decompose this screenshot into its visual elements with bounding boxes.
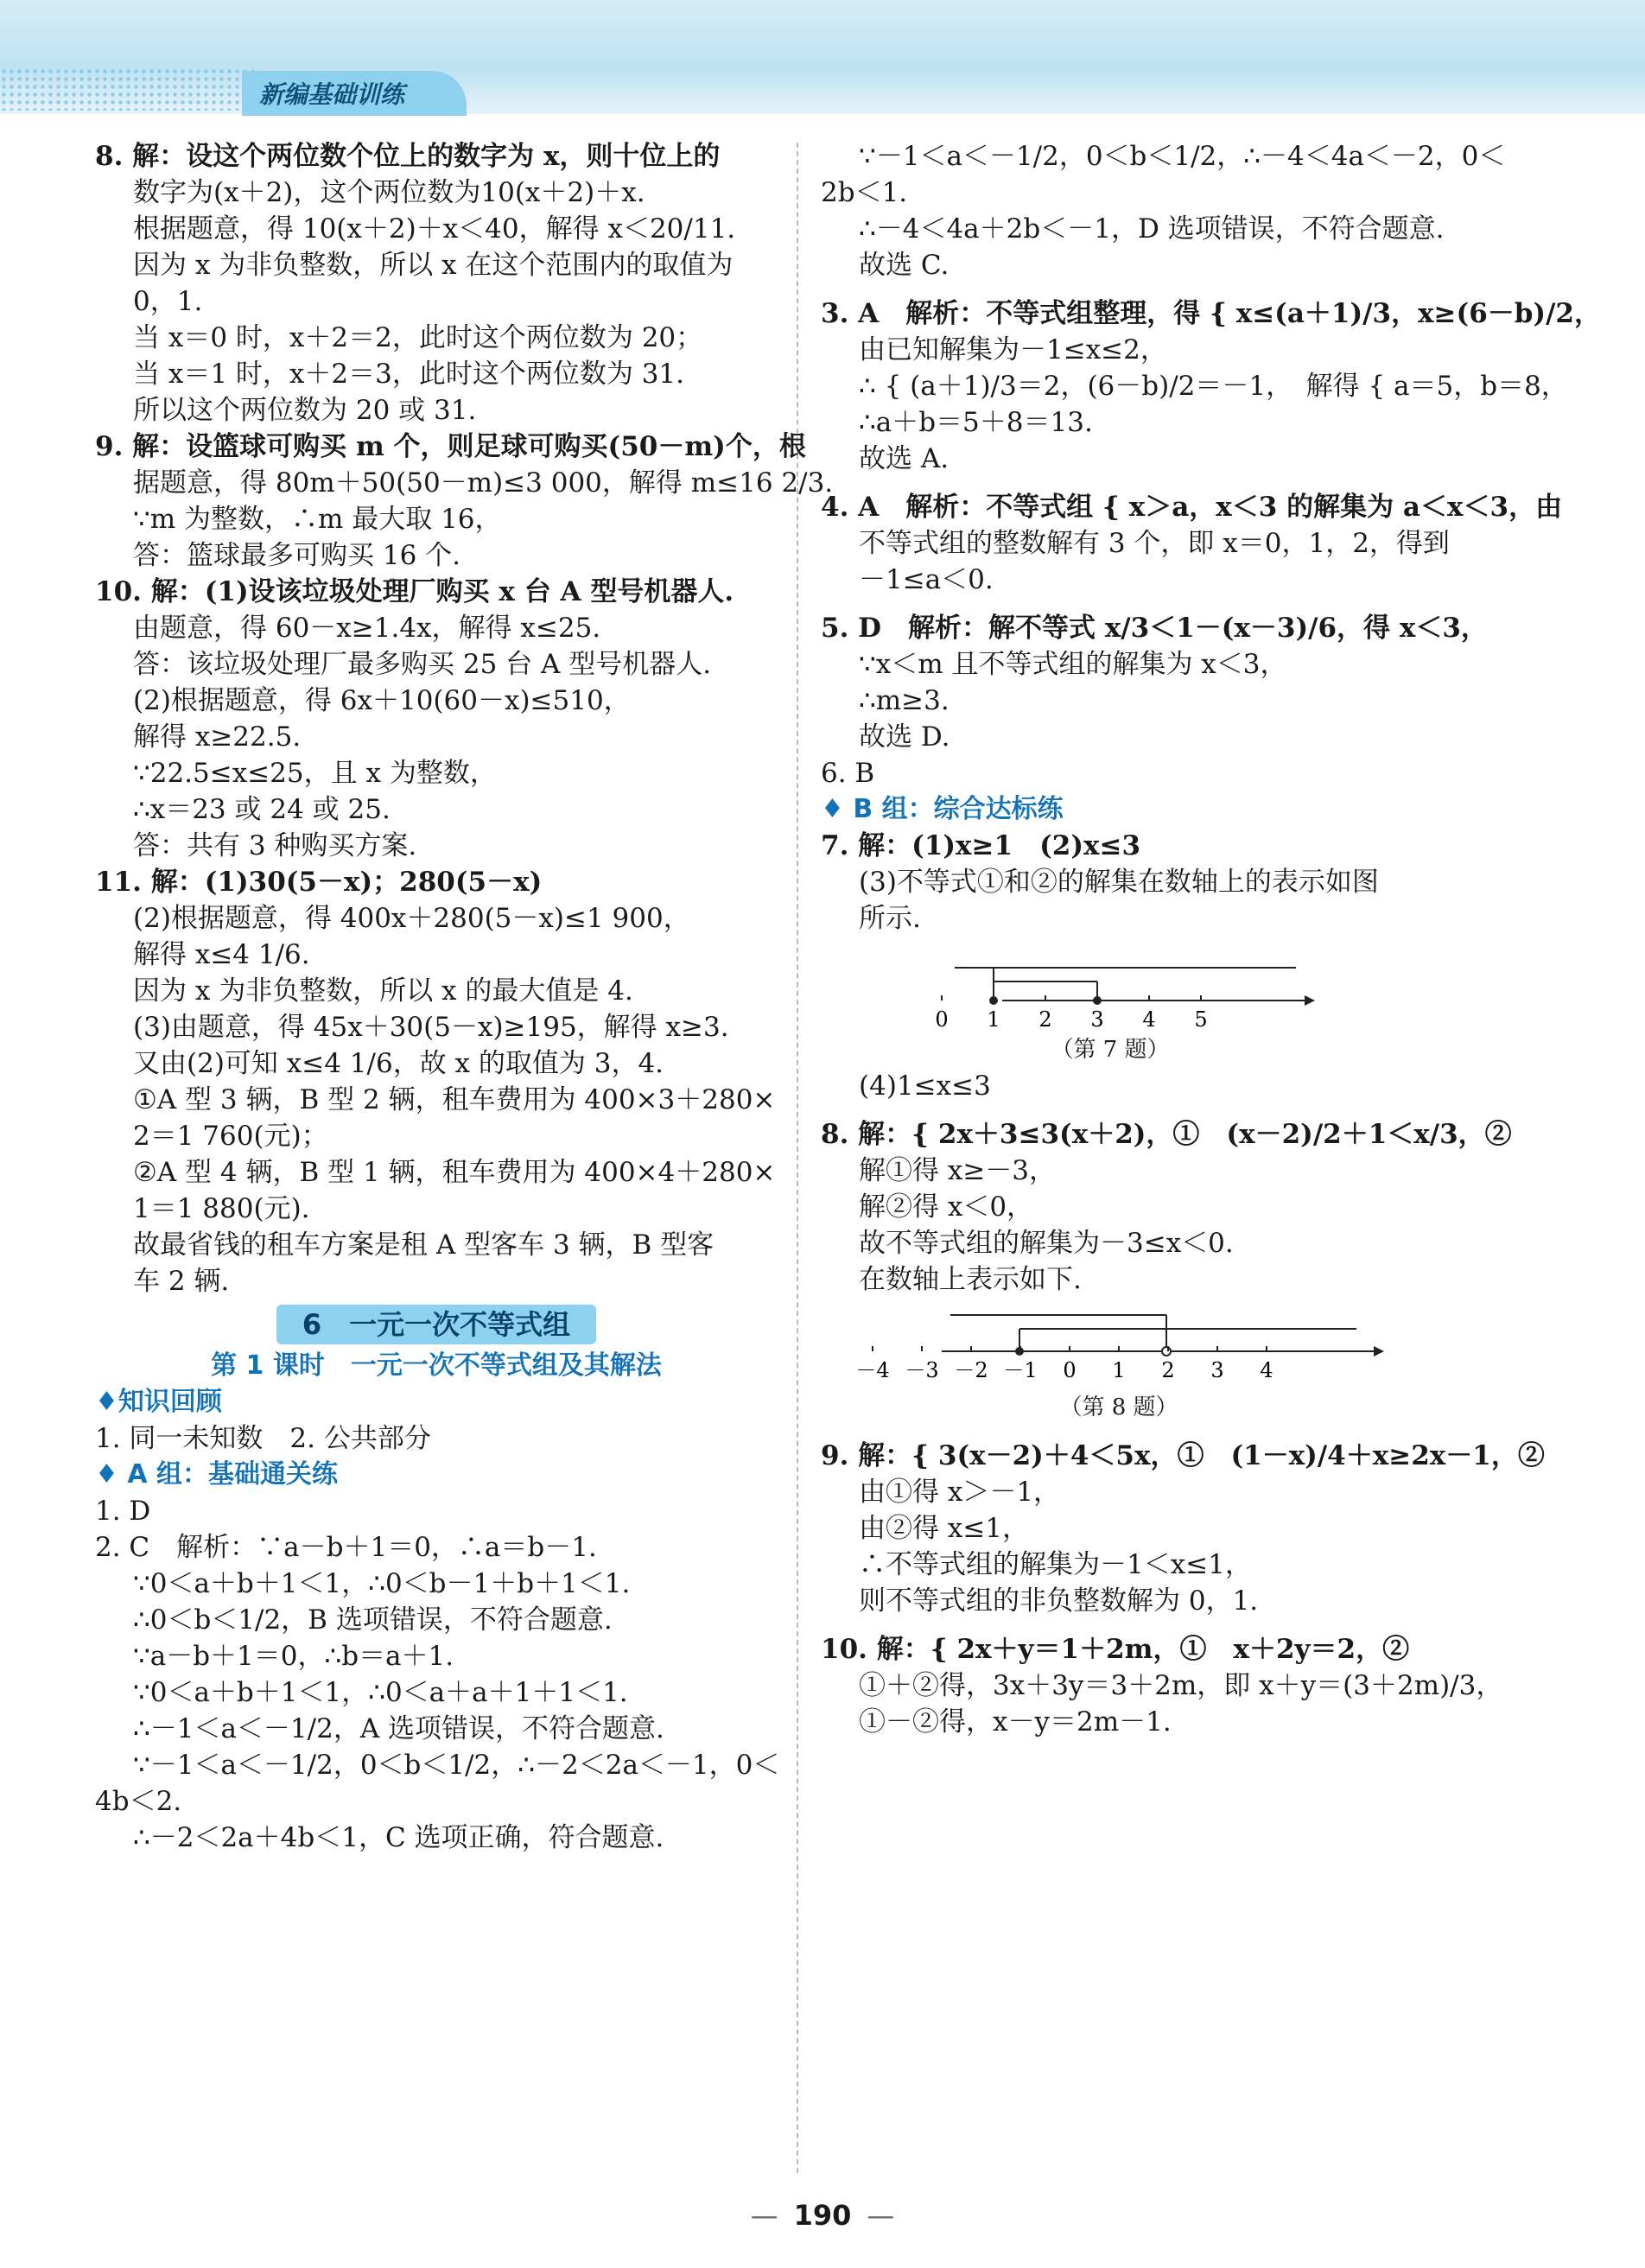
answer-line: ①－②得，x－y＝2m－1.: [859, 1706, 1172, 1738]
axis-tick-label: 2: [1161, 1358, 1175, 1382]
answer-line: 2＝1 760(元)；: [133, 1121, 328, 1152]
answer-line: 所示.: [859, 903, 921, 934]
axis-tick-label: 1: [987, 1007, 1000, 1032]
answer-line: 3. A 解析：不等式组整理，得 { x≤(a＋1)/3，x≥(6－b)/2，: [821, 298, 1601, 329]
page-dash-right: —: [867, 2199, 895, 2232]
answer-line: ②A 型 4 辆，B 型 1 辆，租车费用为 400×4＋280×: [133, 1157, 776, 1188]
answer-line: 2. C 解析：∵a－b＋1＝0，∴a＝b－1.: [95, 1532, 597, 1563]
axis-tick-label: －3: [905, 1358, 939, 1382]
answer-line: 故选 C.: [859, 250, 950, 281]
answer-line: 则不等式组的非负整数解为 0，1.: [859, 1585, 1259, 1617]
axis-tick-label: 4: [1142, 1007, 1156, 1032]
answer-line: 6. B: [821, 758, 875, 789]
answer-line: 10. 解：(1)设该垃圾处理厂购买 x 台 A 型号机器人.: [95, 576, 734, 607]
answer-line: 又由(2)可知 x≤4 1/6，故 x 的取值为 3，4.: [133, 1048, 664, 1079]
answer-line: 根据题意，得 10(x＋2)＋x＜40，解得 x＜20/11.: [133, 213, 736, 245]
answer-line: 故最省钱的租车方案是租 A 型客车 3 辆，B 型客: [133, 1229, 715, 1261]
answer-line: ∴－4＜4a＋2b＜－1，D 选项错误，不符合题意.: [859, 213, 1445, 245]
answer-line: ∵－1＜a＜－1/2，0＜b＜1/2，∴－2＜2a＜－1，0＜: [133, 1750, 780, 1781]
answer-line: ①＋②得，3x＋3y＝3＋2m，即 x＋y＝(3＋2m)/3，: [859, 1670, 1503, 1701]
lesson-title: 第 1 课时 一元一次不等式组及其解法: [211, 1350, 662, 1381]
q8-point-0: [1162, 1347, 1171, 1356]
answer-line: 解得 x≥22.5.: [133, 721, 302, 753]
answer-line: ∵m 为整数，∴m 最大取 16，: [133, 504, 502, 535]
answer-line: 解①得 x≥－3，: [859, 1155, 1057, 1186]
page-number: [0, 2199, 1645, 2232]
answer-line: (4)1≤x≤3: [859, 1070, 991, 1102]
answer-line: ∵x＜m 且不等式组的解集为 x＜3，: [859, 649, 1287, 680]
answer-line: 由题意，得 60－x≥1.4x，解得 x≤25.: [133, 613, 601, 644]
answer-line: ∴ { (a＋1)/3＝2，(6－b)/2＝－1， 解得 { a＝5，b＝8，: [859, 371, 1568, 402]
q7-caption: （第 7 题）: [1051, 1037, 1170, 1063]
answer-line: (2)根据题意，得 6x＋10(60－x)≤510，: [133, 685, 631, 716]
answer-line: 答：共有 3 种购买方案.: [133, 830, 417, 861]
axis-tick-label: 0: [935, 1007, 949, 1032]
left-column: [95, 138, 834, 1856]
number-line-q7: [821, 943, 1512, 1039]
answer-line: ∴m≥3.: [859, 685, 950, 716]
answer-line: ∴x＝23 或 24 或 25.: [133, 794, 391, 825]
answer-line: 2b＜1.: [821, 177, 908, 208]
group-a-heading: ♦ A 组：基础通关练: [95, 1459, 339, 1490]
answer-line: 解得 x≤4 1/6.: [133, 939, 310, 970]
answer-line: 故不等式组的解集为－3≤x＜0.: [859, 1228, 1234, 1259]
answer-line: 由②得 x≤1，: [859, 1513, 1030, 1544]
axis-tick-label: －1: [1003, 1358, 1038, 1382]
answer-line: ∴0＜b＜1/2，B 选项错误，不符合题意.: [133, 1604, 613, 1636]
axis-tick-label: 5: [1194, 1007, 1208, 1032]
review-heading: ♦知识回顾: [95, 1387, 222, 1417]
answer-line: 因为 x 为非负整数，所以 x 的最大值是 4.: [133, 975, 633, 1007]
axis-tick-label: 3: [1090, 1007, 1104, 1032]
answer-line: 数字为(x＋2)，这个两位数为10(x＋2)＋x.: [133, 177, 645, 208]
page-dash-left: —: [750, 2199, 778, 2232]
answer-line: 9. 解：设篮球可购买 m 个，则足球可购买(50－m)个，根: [95, 431, 806, 462]
q7-axis-arrow: [1305, 995, 1315, 1006]
answer-line: (3)不等式①和②的解集在数轴上的表示如图: [859, 867, 1379, 898]
answer-line: 8. 解：设这个两位数个位上的数字为 x，则十位上的: [95, 141, 721, 172]
answer-line: (3)由题意，得 45x＋30(5－x)≥195，解得 x≥3.: [133, 1012, 729, 1043]
answer-line: ①A 型 3 辆，B 型 2 辆，租车费用为 400×3＋280×: [133, 1084, 776, 1115]
banner-dot-pattern: [0, 67, 259, 111]
right-column: [821, 138, 1601, 1740]
answer-line: 不等式组的整数解有 3 个，即 x＝0，1，2，得到: [859, 528, 1450, 559]
series-title: 新编基础训练: [242, 71, 467, 116]
answer-line: 因为 x 为非负整数，所以 x 在这个范围内的取值为: [133, 250, 734, 281]
answer-line: ∴－1＜a＜－1/2，A 选项错误，不符合题意.: [133, 1713, 664, 1744]
q8-axis-arrow: [1374, 1346, 1384, 1356]
answer-line: 据题意，得 80m＋50(50－m)≤3 000，解得 m≤16 2/3.: [133, 467, 834, 499]
answer-line: 0，1.: [133, 286, 203, 317]
answer-line: －1≤a＜0.: [859, 564, 994, 595]
answer-line: 在数轴上表示如下.: [859, 1264, 1082, 1295]
answer-line: ∵22.5≤x≤25，且 x 为整数，: [133, 758, 497, 789]
answer-line: ∴－2＜2a＋4b＜1，C 选项正确，符合题意.: [133, 1822, 664, 1853]
answer-line: 11. 解：(1)30(5－x)；280(5－x): [95, 867, 543, 898]
number-line-q7-svg: [821, 943, 1512, 1039]
answer-line: 由已知解集为－1≤x≤2，: [859, 334, 1167, 365]
number-line-q8-svg: [821, 1305, 1512, 1400]
q8-caption: （第 8 题）: [1059, 1394, 1178, 1420]
axis-tick-label: 1: [1112, 1358, 1126, 1382]
axis-tick-label: 3: [1210, 1358, 1224, 1382]
axis-tick-label: 4: [1260, 1358, 1273, 1382]
answer-line: (2)根据题意，得 400x＋280(5－x)≤1 900，: [133, 903, 690, 934]
page-number-text: 190: [793, 2199, 852, 2232]
answer-line: 当 x＝0 时，x＋2＝2，此时这个两位数为 20；: [133, 322, 703, 353]
answer-line: ∵－1＜a＜－1/2，0＜b＜1/2，∴－4＜4a＜－2，0＜: [859, 141, 1506, 172]
answer-line: 9. 解：{ 3(x－2)＋4＜5x，① (1－x)/4＋x≥2x－1，②: [821, 1440, 1545, 1471]
axis-tick-label: －2: [954, 1358, 988, 1382]
answer-line: ∴a＋b＝5＋8＝13.: [859, 407, 1093, 438]
answer-line: 答：篮球最多可购买 16 个.: [133, 540, 461, 571]
answer-line: ∴不等式组的解集为－1＜x≤1，: [859, 1549, 1252, 1580]
axis-tick-label: 2: [1038, 1007, 1052, 1032]
answer-line: 当 x＝1 时，x＋2＝3，此时这个两位数为 31.: [133, 359, 684, 390]
number-line-q8: [821, 1305, 1512, 1400]
answer-line: 1＝1 880(元).: [133, 1193, 310, 1224]
answer-line: 7. 解：(1)x≥1 (2)x≤3: [821, 830, 1141, 861]
answer-line: 5. D 解析：解不等式 x/3＜1－(x－3)/6，得 x＜3，: [821, 613, 1488, 644]
answer-line: 4b＜2.: [95, 1786, 182, 1817]
axis-tick-label: 0: [1063, 1358, 1077, 1382]
header-banner: [0, 0, 1645, 114]
review-answer: 1. 同一未知数 2. 公共部分: [95, 1423, 431, 1454]
answer-line: 解②得 x＜0，: [859, 1191, 1034, 1223]
answer-line: 故选 D.: [859, 721, 950, 753]
answer-line: 1. D: [95, 1496, 151, 1527]
section-title-text: 6 一元一次不等式组: [276, 1305, 596, 1344]
answer-line: 所以这个两位数为 20 或 31.: [133, 395, 477, 426]
section-title: [95, 1305, 778, 1344]
answer-line: 4. A 解析：不等式组 { x＞a，x＜3 的解集为 a＜x＜3，由: [821, 492, 1563, 523]
answer-line: 8. 解：{ 2x＋3≤3(x＋2)，① (x－2)/2＋1＜x/3，②: [821, 1119, 1512, 1150]
answer-line: 10. 解：{ 2x＋y＝1＋2m，① x＋2y＝2，②: [821, 1634, 1410, 1665]
group-b-heading: ♦ B 组：综合达标练: [821, 794, 1064, 824]
answer-line: 车 2 辆.: [133, 1266, 230, 1297]
answer-line: 答：该垃圾处理厂最多购买 25 台 A 型号机器人.: [133, 649, 712, 680]
answer-line: 故选 A.: [859, 443, 950, 474]
answer-line: 由①得 x＞－1，: [859, 1477, 1061, 1508]
answer-line: ∵0＜a＋b＋1＜1，∴0＜a＋a＋1＋1＜1.: [133, 1677, 628, 1708]
axis-tick-label: －4: [855, 1358, 890, 1382]
answer-line: ∵a－b＋1＝0，∴b＝a＋1.: [133, 1641, 454, 1672]
answer-line: ∵0＜a＋b＋1＜1，∴0＜b－1＋b＋1＜1.: [133, 1568, 631, 1599]
